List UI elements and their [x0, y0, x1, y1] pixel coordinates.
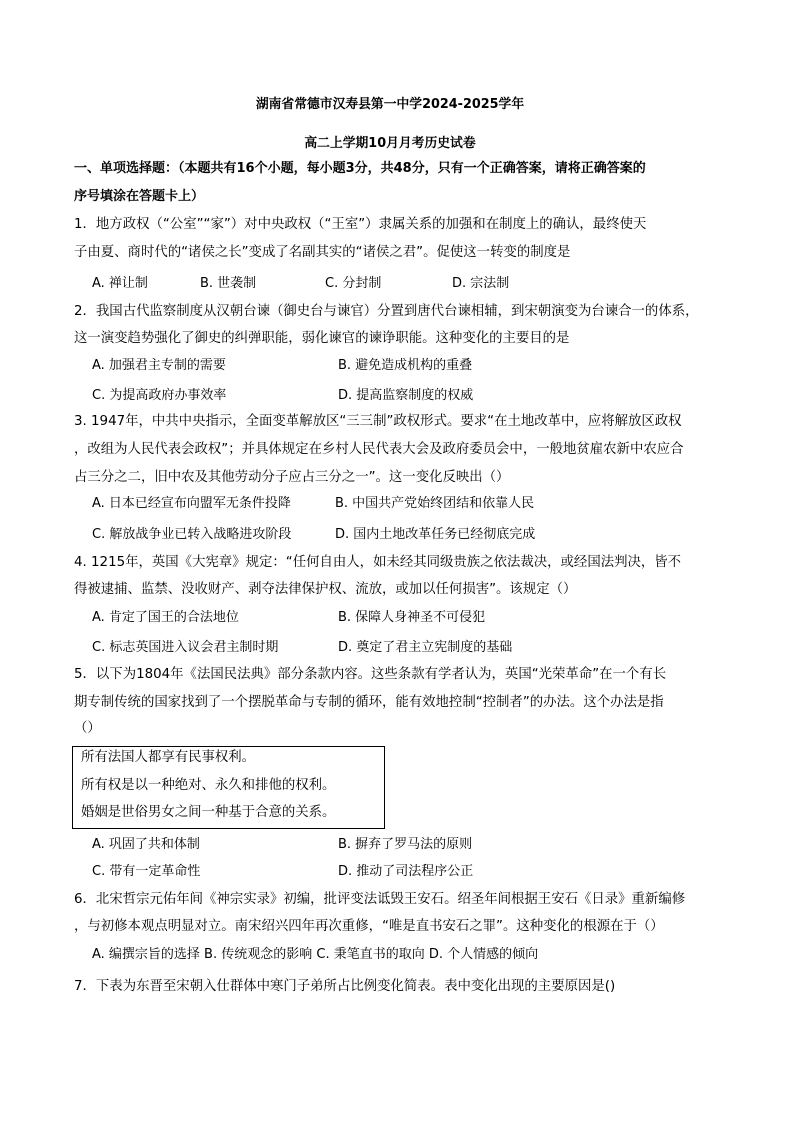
exam-title-subject: 高二上学期10月月考历史试卷 — [304, 136, 476, 151]
q5-source-line-3: 婚姻是世俗男女之间一种基于合意的关系。 — [81, 805, 336, 820]
q1-stem: 1．地方政权（“公室”“家”）对中央政权（“王室”）隶属关系的加强和在制度上的确认，最终使天 — [74, 217, 647, 232]
q3-option-a: A. 日本已经宣布向盟军无条件投降 — [92, 496, 291, 511]
q5-stem-cont2: （） — [74, 721, 101, 736]
q3-stem: 3. 1947年，中共中央指示，全面变革解放区“三三制”政权形式。要求“在土地改革中，应将解放区政权 — [74, 414, 682, 429]
q1-option-a: A. 禅让制 — [92, 276, 148, 291]
q4-stem-cont: 得被逮捕、监禁、没收财产、剥夺法律保护权、流放，或加以任何损害”。该规定（） — [74, 582, 577, 597]
q5-option-b: B. 摒弃了罗马法的原则 — [338, 837, 473, 852]
q4-option-b: B. 保障人身神圣不可侵犯 — [338, 610, 486, 625]
q2-option-b: B. 避免造成机构的重叠 — [338, 358, 473, 373]
q3-stem-cont2: 占三分之二，旧中农及其他劳动分子应占三分之一”。这一变化反映出（） — [74, 470, 510, 485]
section-heading-cont: 序号填涂在答题卡上） — [74, 189, 205, 204]
q3-option-c: C. 解放战争业已转入战略进攻阶段 — [92, 527, 292, 542]
q1-stem-cont: 子由夏、商时代的“诸侯之长”变成了名副其实的“诸侯之君”。促使这一转变的制度是 — [74, 245, 571, 260]
q2-stem: 2．我国古代监察制度从汉朝台谏（御史台与谏官）分置到唐代台谏相辅，到宋朝演变为台谏合一的体系， — [74, 304, 699, 319]
q5-option-a: A. 巩固了共和体制 — [92, 837, 200, 852]
q2-option-d: D. 提高监察制度的权威 — [338, 388, 474, 403]
q6-options: A. 编撰宗旨的选择 B. 传统观念的影响 C. 秉笔直书的取向 D. 个人情感的倾向 — [92, 947, 539, 962]
q5-stem: 5．以下为1804年《法国民法典》部分条款内容。这些条款有学者认为，英国“光荣革命”在一个有长 — [74, 667, 667, 682]
q2-option-a: A. 加强君主专制的需要 — [92, 358, 226, 373]
q1-option-d: D. 宗法制 — [452, 276, 510, 291]
q4-option-c: C. 标志英国进入议会君主制时期 — [92, 640, 279, 655]
q3-stem-cont: ，改组为人民代表会政权”；并具体规定在乡村人民代表大会及政府委员会中，一般地贫雇农新中农应合 — [74, 442, 684, 457]
q5-source-box — [72, 746, 385, 829]
q1-option-b: B. 世袭制 — [200, 276, 257, 291]
q5-option-c: C. 带有一定革命性 — [92, 864, 201, 879]
q6-stem: 6．北宋哲宗元佑年间《神宗实录》初编，批评变法诋毁王安石。绍圣年间根据王安石《日录》重新编修 — [74, 892, 686, 907]
q5-source-line-2: 所有权是以一种绝对、永久和排他的权利。 — [81, 778, 336, 793]
exam-title-school: 湖南省常德市汉寿县第一中学2024-2025学年 — [255, 97, 525, 112]
q5-option-d: D. 推动了司法程序公正 — [338, 864, 474, 879]
q5-stem-cont: 期专制传统的国家找到了一个摆脱革命与专制的循环，能有效地控制“控制者”的办法。这个办法是指 — [74, 695, 664, 710]
section-heading: 一、单项选择题：（本题共有16个小题，每小题3分，共48分，只有一个正确答案，请将正确答案的 — [74, 161, 646, 176]
q4-option-d: D. 奠定了君主立宪制度的基础 — [338, 640, 513, 655]
q3-option-b: B. 中国共产党始终团结和依靠人民 — [335, 496, 535, 511]
q7-stem: 7．下表为东晋至宋朝入仕群体中寒门子弟所占比例变化简表。表中变化出现的主要原因是() — [74, 979, 616, 994]
q1-option-c: C. 分封制 — [325, 276, 382, 291]
q2-stem-cont: 这一演变趋势强化了御史的纠弹职能，弱化谏官的谏诤职能。这种变化的主要目的是 — [74, 331, 570, 346]
q3-option-d: D. 国内土地改革任务已经彻底完成 — [335, 527, 536, 542]
q2-option-c: C. 为提高政府办事效率 — [92, 388, 227, 403]
q4-stem: 4. 1215年，英国《大宪章》规定：“任何自由人，如未经其同级贵族之依法裁决，或经国法判决，皆不 — [74, 555, 682, 570]
q6-stem-cont: ，与初修本观点明显对立。南宋绍兴四年再次重修，“唯是直书安石之罪”。这种变化的根源在于（） — [74, 919, 664, 934]
q4-option-a: A. 肯定了国王的合法地位 — [92, 610, 239, 625]
q5-source-line-1: 所有法国人都享有民事权利。 — [81, 750, 256, 765]
